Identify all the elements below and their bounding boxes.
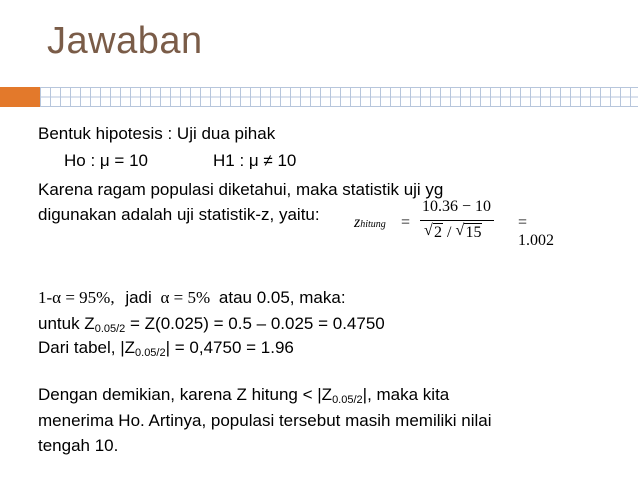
reason-line-1: Karena ragam populasi diketahui, maka statistik uji yg [38, 180, 444, 199]
conclusion-line-1: Dengan demikian, karena Z hitung < $|Z_{0.05/2}|$, maka kita [38, 385, 450, 406]
alpha-value: α = 5% [160, 288, 211, 307]
alpha-connector: jadi [125, 288, 152, 307]
h0-statement: Ho : μ = 10 [64, 151, 148, 170]
z-formula [354, 198, 554, 248]
sqrt-15: √ 15 [455, 222, 482, 241]
grid-pattern [0, 87, 638, 107]
z-critical-line: untuk $Z_{0.05/2} = Z(0.025) = 0.5 - 0.025 = 0.4750$ [38, 314, 385, 335]
formula-result: = 1.002 [518, 214, 554, 249]
h1-statement: H1 : μ ≠ 10 [213, 151, 297, 170]
conclusion-line-3: tengah 10. [38, 436, 119, 455]
formula-equals: = [401, 214, 411, 231]
reason-line-2: digunakan adalah uji statistik-z, yaitu: [38, 205, 320, 224]
formula-subscript: hitung [360, 219, 386, 230]
alpha-decimal: atau 0.05, maka: [218, 288, 346, 307]
sqrt-2: √ 2 [424, 222, 442, 241]
fraction-bar [420, 220, 494, 221]
formula-numerator: 10.36 − 10 [422, 198, 492, 215]
slide-title: Jawaban [47, 20, 203, 62]
conclusion-line-2: menerima Ho. Artinya, populasi tersebut masih memiliki nilai [38, 411, 492, 430]
hypothesis-type: Bentuk hipotesis : Uji dua pihak [38, 124, 276, 143]
formula-denominator: √ 2 / √ 15 [424, 222, 482, 241]
table-lookup-line: Dari tabel, $|Z_{0.05/2}| = 0,4750 = 1.96$ [38, 338, 294, 359]
accent-block [0, 87, 40, 107]
grid-band-decoration [0, 87, 638, 107]
confidence-level: 1-α = 95%, [38, 288, 115, 307]
formula-variable: zhitung [354, 214, 386, 231]
alpha-line [38, 288, 346, 308]
